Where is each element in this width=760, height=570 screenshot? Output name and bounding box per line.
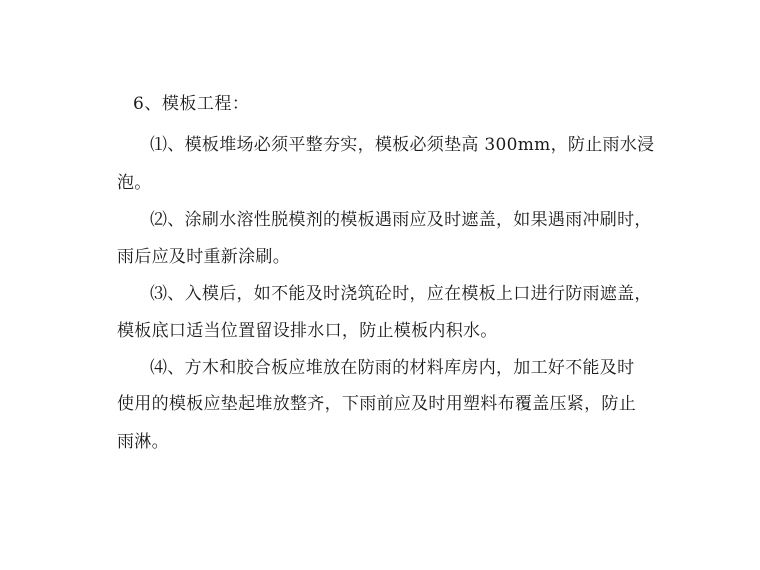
paragraph-line: ⑶、入模后，如不能及时浇筑砼时，应在模板上口进行防雨遮盖， xyxy=(150,284,652,304)
paragraph-line: 使用的模板应垫起堆放整齐，下雨前应及时用塑料布覆盖压紧，防止 xyxy=(117,394,636,414)
section-title: 6、模板工程： xyxy=(133,94,250,114)
paragraph-line: 雨淋。 xyxy=(117,432,169,452)
paragraph-line: 雨后应及时重新涂刷。 xyxy=(117,247,290,267)
paragraph-line: 模板底口适当位置留设排水口，防止模板内积水。 xyxy=(117,321,498,341)
paragraph-line: ⑷、方木和胶合板应堆放在防雨的材料库房内，加工好不能及时 xyxy=(150,358,635,378)
paragraph-line: ⑵、涂刷水溶性脱模剂的模板遇雨应及时遮盖，如果遇雨冲刷时， xyxy=(150,210,652,230)
paragraph-line: 泡。 xyxy=(117,173,152,193)
paragraph-line: ⑴、模板堆场必须平整夯实，模板必须垫高 300mm，防止雨水浸 xyxy=(150,135,655,155)
